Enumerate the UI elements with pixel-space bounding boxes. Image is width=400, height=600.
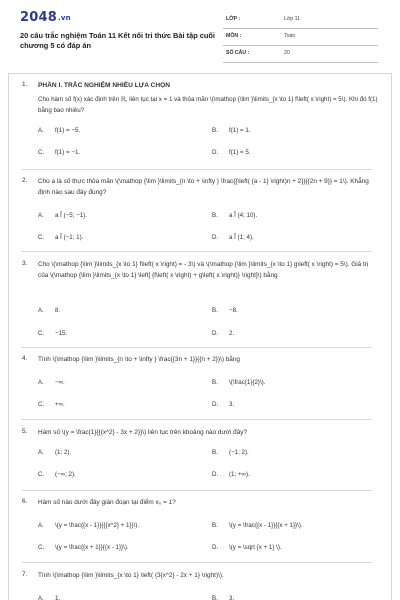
q6-option-b[interactable]: B. \(y = \frac{{x - 1}}{{x + 1}}\). [212, 522, 303, 529]
q6-option-d[interactable]: D. \(y = \sqrt {x + 1} \). [212, 544, 282, 551]
q4-option-d[interactable]: D. 3. [212, 401, 235, 408]
q5-option-d[interactable]: D. (1; +∞). [212, 471, 250, 478]
q3-option-b[interactable]: B. −8. [212, 307, 238, 314]
meta-row-class [223, 12, 378, 29]
meta-label: MÔN : [226, 33, 242, 39]
question-number: 2. [22, 177, 28, 184]
question-number: 7. [22, 571, 28, 578]
q1-option-b[interactable]: B. f(1) = 1. [212, 127, 251, 134]
divider [22, 490, 372, 491]
question-1-text: Cho hàm số f(x) xác định trên ℝ, liên tục tại x = 1 và thỏa mãn \(\mathop {\lim }\limits_{x \to 1} f\left( x \right) = 5\). Khi đó f(1) bằng bao nhiêu? [38, 96, 378, 114]
q7-option-b[interactable]: B. 3. [212, 595, 235, 600]
q3-option-c[interactable]: C. −15. [38, 330, 68, 337]
section-title: PHẦN I. TRẮC NGHIỆM NHIỀU LỰA CHỌN [38, 82, 170, 89]
q3-option-a[interactable]: A. 8. [38, 307, 61, 314]
q2-option-d[interactable]: D. a Î (1; 4). [212, 234, 254, 241]
question-text: Cho a là số thực thỏa mãn \(\mathop {\lim }\limits_{n \to + \infty } \frac{{\left( {a - 1} \right)n + 2}}{{2n + 9}} = 1\). Khẳng định nào sau đây đúng? [38, 178, 369, 196]
meta-label: LỚP : [226, 16, 241, 22]
divider [22, 562, 372, 563]
site-logo[interactable]: 2048.vn [20, 10, 71, 25]
question-number: 1. [22, 81, 28, 88]
q4-option-c[interactable]: C. +∞. [38, 401, 65, 408]
meta-value: 20 [284, 50, 290, 56]
meta-row-subject [223, 29, 378, 46]
q1-option-a[interactable]: A. f(1) = −5. [38, 127, 81, 134]
meta-table [223, 12, 378, 63]
question-text: Tính \(\mathop {\lim }\limits_{n \to + \infty } \frac{{3n + 1}}{{n + 2}}\) bằng [38, 356, 240, 363]
question-number: 5. [22, 428, 28, 435]
q5-option-c[interactable]: C. (−∞; 2). [38, 471, 76, 478]
q4-option-a[interactable]: A. −∞. [38, 379, 65, 386]
meta-row-count [223, 46, 378, 63]
q1-option-c[interactable]: C. f(1) = −1. [38, 149, 81, 156]
question-number: 6. [22, 498, 28, 505]
meta-label: SỐ CÂU : [226, 50, 250, 56]
q2-option-a[interactable]: A. a Î (−5; −1). [38, 212, 87, 219]
header [0, 0, 400, 66]
divider [22, 169, 372, 170]
question-text: Hàm số nào dưới đây gián đoạn tại điểm x₀ = 1? [38, 499, 176, 506]
q1-option-d[interactable]: D. f(1) = 5. [212, 149, 251, 156]
q2-option-b[interactable]: B. a Î (4; 10). [212, 212, 258, 219]
meta-value: Lớp 11 [284, 16, 300, 22]
q4-option-b[interactable]: B. \(\frac{1}{2}\). [212, 379, 266, 386]
question-text: Tính \(\mathop {\lim }\limits_{x \to 1} \left( {3{x^2} - 2x + 1} \right)\). [38, 572, 224, 579]
divider [22, 251, 372, 252]
q5-option-b[interactable]: B. (−1; 2). [212, 449, 249, 456]
q6-option-a[interactable]: A. \(y = \frac{{x - 1}}{{{x^2} + 1}}\). [38, 522, 140, 529]
question-number: 3. [22, 260, 28, 267]
q7-option-a[interactable]: A. 1. [38, 595, 61, 600]
question-text: Cho \(\mathop {\lim }\limits_{x \to 1} f\left( x \right) = - 3\) và \(\mathop {\lim }\limits_{x \to 1} g\left( x \right) = 5\). Giá trị của \(\mathop {\lim }\limits_{x \to 1} \left[ {f\left( x \right) + g\left( x \right)} \right]\) bằng [38, 261, 369, 279]
meta-value: Toán [284, 33, 296, 39]
q5-option-a[interactable]: A. (1; 2). [38, 449, 72, 456]
q2-option-c[interactable]: C. a Î (−1; 1). [38, 234, 84, 241]
q6-option-c[interactable]: C. \(y = \frac{{x + 1}}{{x - 1}}\). [38, 544, 129, 551]
divider [22, 347, 372, 348]
divider [22, 419, 372, 420]
question-text: Hàm số \(y = \frac{1}{{{x^2} - 3x + 2}}\) liên tục trên khoảng nào dưới đây? [38, 429, 247, 436]
document-title: 20 câu trắc nghiệm Toán 11 Kết nối tri thức Bài tập cuối chương 5 có đáp án [20, 31, 215, 50]
q3-option-d[interactable]: D. 2. [212, 330, 235, 337]
question-number: 4. [22, 355, 28, 362]
